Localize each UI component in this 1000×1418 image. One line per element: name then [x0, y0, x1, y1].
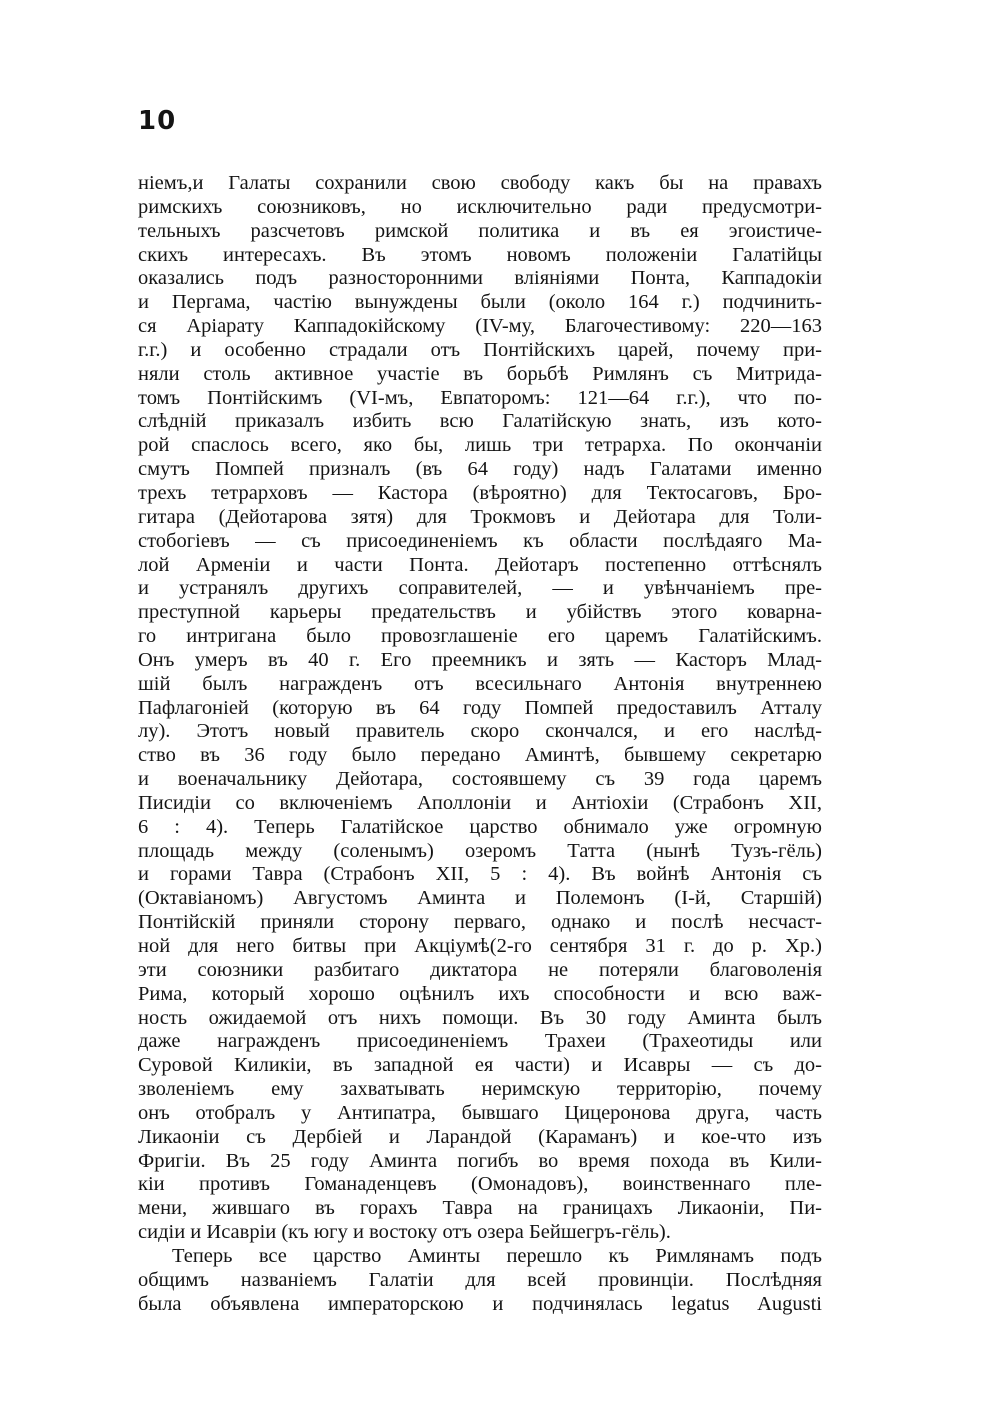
text-line: стобогіевъ — съ присоединеніемъ къ области послѣдаяго Ма- — [138, 529, 822, 552]
text-line: Фригіи. Въ 25 году Аминта погибъ во время похода въ Кили- — [138, 1149, 822, 1172]
text-line: сидіи и Исавріи (къ югу и востоку отъ озера Бейшегръ-гёль). — [138, 1221, 671, 1244]
text-line: Рима, который хорошо оцѣнилъ ихъ способности и всю важ- — [138, 982, 822, 1005]
text-line: кіи противъ Гоманаденцевъ (Омонадовъ), воинственнаго пле- — [138, 1173, 822, 1196]
text-line: ной для него битвы при Акціумѣ(2-го сентября 31 г. до р. Хр.) — [138, 935, 822, 957]
text-line: няли столь активное участіе въ борьбѣ Римлянъ съ Митрида- — [138, 362, 822, 385]
text-line: преступной карьеры предательствъ и убійствъ этого коварна- — [138, 601, 822, 624]
text-line: трехъ тетрарховъ — Кастора (вѣроятно) для Тектосаговъ, Бро- — [138, 481, 822, 504]
text-line: и военачальнику Дейотара, состоявшему съ 39 года царемъ — [138, 768, 822, 791]
text-line: лу). Этотъ новый правитель скоро скончался, и его наслѣд- — [138, 720, 822, 743]
text-line: г.г.) и особенно страдали отъ Понтійскихъ царей, почему при- — [138, 338, 822, 361]
text-line: Суровой Киликіи, въ западной ея части) и Исавры — съ до- — [138, 1054, 822, 1077]
text-line: Онъ умеръ въ 40 г. Его преемникъ и зять — Касторъ Млад- — [138, 648, 822, 671]
text-line: ніемъ,и Галаты сохранили свою свободу какъ бы на правахъ — [138, 172, 822, 194]
text-line: рой спаслось всего, яко бы, лишь три тетрарха. По окончаніи — [138, 434, 822, 457]
text-line: скихъ интересахъ. Въ этомъ новомъ положеніи Галатійцы — [138, 243, 822, 266]
text-line: была объявлена императорскою и подчинялась legatus Augusti — [138, 1292, 822, 1315]
text-line: Теперь все царство Аминты перешло къ Римлянамъ подъ — [172, 1244, 822, 1267]
text-line: Ликаоніи съ Дербіей и Ларандой (Караманъ) и кое-что изъ — [138, 1125, 822, 1148]
text-line: смутъ Помпей призналъ (въ 64 году) надъ Галатами именно — [138, 458, 822, 481]
text-line: ство въ 36 году было передано Аминтѣ, бывшему секретарю — [138, 744, 822, 767]
text-line: слѣдній приказалъ избить всю Галатійскую знать, изъ кото- — [138, 410, 822, 433]
text-line: Пафлагоніей (которую въ 64 году Помпей предоставилъ Атталу — [138, 696, 822, 719]
text-line: 6 : 4). Теперь Галатійское царство обнимало уже огромную — [138, 815, 822, 838]
text-line: ся Аріарату Каппадокійскому (IV-му, Благочестивому: 220—163 — [138, 315, 822, 338]
page-number: 10 — [138, 106, 177, 136]
text-line: шій былъ награжденъ отъ всесильнаго Антонія внутреннею — [138, 672, 822, 695]
text-line: Писидіи со включеніемъ Аполлоніи и Антіохіи (Страбонъ XII, — [138, 791, 822, 814]
text-line: и горами Тавра (Страбонъ XII, 5 : 4). Въ войнѣ Антонія съ — [138, 863, 822, 886]
text-line: (Октавіаномъ) Августомъ Аминта и Полемонъ (I-й, Старшій) — [138, 887, 822, 910]
text-line: Понтійскій приняли сторону перваго, однако и послѣ несчаст- — [138, 911, 822, 934]
text-line: и устранялъ другихъ соправителей, — и увѣнчаніемъ пре- — [138, 577, 822, 600]
text-line: тельныхъ разсчетовъ римской политика и въ ея эгоистиче- — [138, 219, 822, 242]
text-line: онъ отобралъ у Антипатра, бывшаго Цицеронова друга, часть — [138, 1101, 822, 1124]
text-line: мени, жившаго въ горахъ Тавра на границахъ Ликаоніи, Пи- — [138, 1197, 822, 1220]
text-line: оказались подъ разносторонними вліяніями Понта, Каппадокіи — [138, 267, 822, 290]
text-line: лой Арменіи и части Понта. Дейотаръ постепенно оттѣснялъ — [138, 553, 822, 576]
text-line: и Пергама, частію вынуждены были (около 164 г.) подчинить- — [138, 291, 822, 314]
text-line: площадь между (соленымъ) озеромъ Татта (нынѣ Тузъ-гёль) — [138, 839, 822, 862]
text-line: эти союзники разбитаго диктатора не потеряли благоволенія — [138, 958, 822, 981]
body-text — [138, 172, 822, 1317]
text-line: общимъ названіемъ Галатіи для всей провинціи. Послѣдняя — [138, 1268, 822, 1291]
text-line: римскихъ союзниковъ, но исключительно ради предусмотри- — [138, 195, 822, 218]
text-line: зволеніемъ ему захватывать неримскую территорію, почему — [138, 1078, 822, 1101]
text-line: ность ожидаемой отъ нихъ помощи. Въ 30 году Аминта былъ — [138, 1006, 822, 1029]
text-line: томъ Понтійскимъ (VI-мъ, Евпаторомъ: 121—64 г.г.), что по- — [138, 386, 822, 409]
text-line: гитара (Дейотарова зятя) для Трокмовъ и Дейотара для Толи- — [138, 505, 822, 528]
text-line: даже награжденъ присоединеніемъ Трахеи (Трахеотиды или — [138, 1030, 822, 1053]
text-line: го интригана было провозглашеніе его царемъ Галатійскимъ. — [138, 625, 822, 648]
